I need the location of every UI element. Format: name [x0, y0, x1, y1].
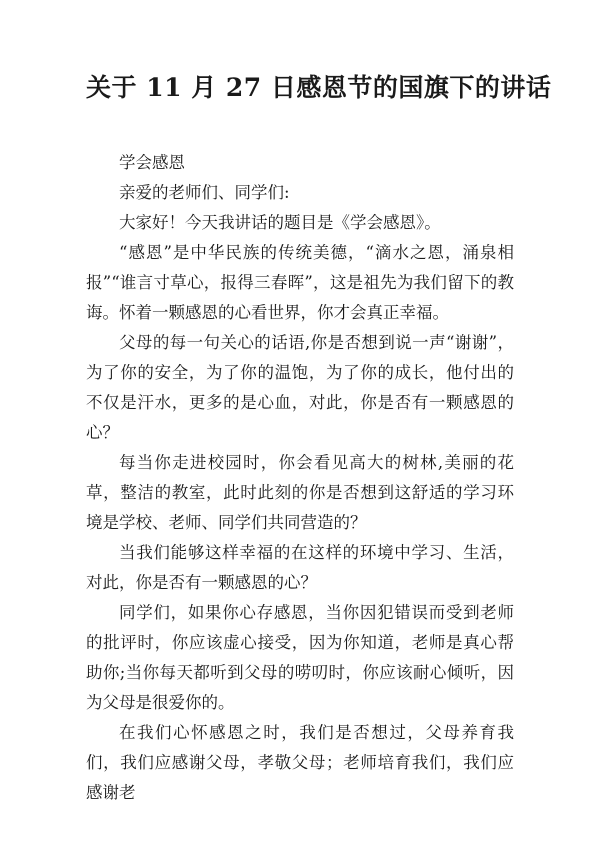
paragraph-salutation: 亲爱的老师们、同学们: [119, 183, 290, 202]
paragraph-speech-topic: 学会感恩 [119, 153, 185, 172]
paragraph-campus: 每当你走进校园时，你会看见高大的树林,美丽的花草，整洁的教室，此时此刻的你是否想到这舒适的学习环境是学校、老师、同学们共同营造的？ [86, 453, 514, 532]
paragraph-environment: 当我们能够这样幸福的在这样的环境中学习、生活，对此，你是否有一颗感恩的心？ [86, 543, 514, 592]
paragraph-greeting: 大家好！今天我讲话的题目是《学会感恩》。 [119, 213, 441, 232]
paragraph-thank-parents-teachers: 在我们心怀感恩之时，我们是否想过，父母养育我们，我们应感谢父母，孝敬父母；老师培育我们，我们应感谢老 [86, 723, 514, 802]
paragraph-accept-criticism: 同学们，如果你心存感恩，当你因犯错误而受到老师的批评时，你应该虚心接受，因为你知道，老师是真心帮助你;当你每天都听到父母的唠叨时，你应该耐心倾听，因为父母是很爱你的。 [86, 603, 514, 712]
paragraph-gratitude-virtue: “感恩”是中华民族的传统美德，“滴水之恩，涌泉相报”“谁言寸草心，报得三春晖”，这是祖先为我们留下的教诲。怀着一颗感恩的心看世界，你才会真正幸福。 [86, 243, 514, 322]
document-title: 关于 11 月 27 日感恩节的国旗下的讲话 [86, 73, 552, 102]
paragraph-parents: 父母的每一句关心的话语,你是否想到说一声“谢谢”，为了你的安全，为了你的温饱，为了你的成长，他付出的不仅是汗水，更多的是心血，对此，你是否有一颗感恩的心？ [86, 333, 514, 442]
